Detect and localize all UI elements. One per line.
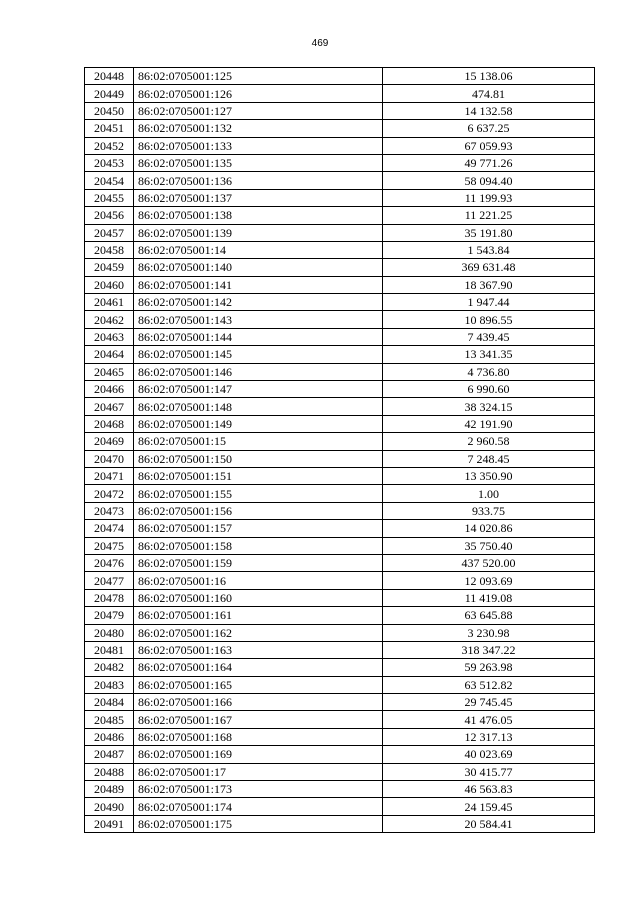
- cadastral-number-cell: 86:02:0705001:156: [134, 502, 383, 519]
- row-number-cell: 20448: [85, 68, 134, 85]
- row-number-cell: 20484: [85, 694, 134, 711]
- cadastral-value-cell: 15 138.06: [383, 68, 595, 85]
- row-number-cell: 20458: [85, 241, 134, 258]
- cadastral-value-cell: 13 350.90: [383, 467, 595, 484]
- row-number-cell: 20464: [85, 346, 134, 363]
- cadastral-value-cell: 35 750.40: [383, 537, 595, 554]
- row-number-cell: 20457: [85, 224, 134, 241]
- cadastral-number-cell: 86:02:0705001:160: [134, 589, 383, 606]
- table-row: [85, 554, 595, 571]
- table-row: [85, 363, 595, 380]
- cadastral-value-cell: 29 745.45: [383, 694, 595, 711]
- cadastral-value-cell: 6 990.60: [383, 381, 595, 398]
- cadastral-number-cell: 86:02:0705001:175: [134, 815, 383, 832]
- cadastral-value-cell: 35 191.80: [383, 224, 595, 241]
- cadastral-number-cell: 86:02:0705001:139: [134, 224, 383, 241]
- cadastral-value-cell: 11 419.08: [383, 589, 595, 606]
- row-number-cell: 20451: [85, 120, 134, 137]
- table-row: [85, 276, 595, 293]
- cadastral-number-cell: 86:02:0705001:15: [134, 433, 383, 450]
- row-number-cell: 20488: [85, 763, 134, 780]
- table-row: [85, 485, 595, 502]
- table-row: [85, 798, 595, 815]
- cadastral-number-cell: 86:02:0705001:159: [134, 554, 383, 571]
- cadastral-value-table: [84, 67, 595, 833]
- cadastral-value-cell: 20 584.41: [383, 815, 595, 832]
- table-row: [85, 415, 595, 432]
- table-row: [85, 607, 595, 624]
- table-row: [85, 137, 595, 154]
- table-row: [85, 207, 595, 224]
- table-row: [85, 154, 595, 171]
- row-number-cell: 20463: [85, 328, 134, 345]
- cadastral-value-cell: 318 347.22: [383, 641, 595, 658]
- row-number-cell: 20477: [85, 572, 134, 589]
- table-row: [85, 189, 595, 206]
- table-row: [85, 763, 595, 780]
- page-number: 469: [311, 38, 329, 49]
- table-row: [85, 294, 595, 311]
- cadastral-value-cell: 1.00: [383, 485, 595, 502]
- row-number-cell: 20462: [85, 311, 134, 328]
- cadastral-value-cell: 14 020.86: [383, 520, 595, 537]
- cadastral-number-cell: 86:02:0705001:17: [134, 763, 383, 780]
- cadastral-value-cell: 12 317.13: [383, 728, 595, 745]
- table-row: [85, 659, 595, 676]
- cadastral-number-cell: 86:02:0705001:141: [134, 276, 383, 293]
- row-number-cell: 20456: [85, 207, 134, 224]
- cadastral-number-cell: 86:02:0705001:174: [134, 798, 383, 815]
- table-row: [85, 694, 595, 711]
- table-row: [85, 120, 595, 137]
- table-row: [85, 624, 595, 641]
- table-row: [85, 346, 595, 363]
- cadastral-value-cell: 59 263.98: [383, 659, 595, 676]
- cadastral-number-cell: 86:02:0705001:146: [134, 363, 383, 380]
- cadastral-number-cell: 86:02:0705001:140: [134, 259, 383, 276]
- cadastral-number-cell: 86:02:0705001:127: [134, 102, 383, 119]
- table-row: [85, 572, 595, 589]
- cadastral-value-cell: 14 132.58: [383, 102, 595, 119]
- table-row: [85, 537, 595, 554]
- cadastral-value-cell: 41 476.05: [383, 711, 595, 728]
- row-number-cell: 20476: [85, 554, 134, 571]
- cadastral-number-cell: 86:02:0705001:143: [134, 311, 383, 328]
- table-row: [85, 676, 595, 693]
- row-number-cell: 20478: [85, 589, 134, 606]
- table-row: [85, 328, 595, 345]
- row-number-cell: 20454: [85, 172, 134, 189]
- cadastral-number-cell: 86:02:0705001:135: [134, 154, 383, 171]
- cadastral-number-cell: 86:02:0705001:165: [134, 676, 383, 693]
- cadastral-number-cell: 86:02:0705001:16: [134, 572, 383, 589]
- cadastral-value-cell: 11 199.93: [383, 189, 595, 206]
- cadastral-value-cell: 63 512.82: [383, 676, 595, 693]
- row-number-cell: 20461: [85, 294, 134, 311]
- row-number-cell: 20485: [85, 711, 134, 728]
- cadastral-number-cell: 86:02:0705001:164: [134, 659, 383, 676]
- cadastral-value-cell: 24 159.45: [383, 798, 595, 815]
- row-number-cell: 20459: [85, 259, 134, 276]
- cadastral-value-cell: 1 543.84: [383, 241, 595, 258]
- cadastral-number-cell: 86:02:0705001:137: [134, 189, 383, 206]
- table-row: [85, 381, 595, 398]
- table-row: [85, 68, 595, 85]
- row-number-cell: 20455: [85, 189, 134, 206]
- cadastral-number-cell: 86:02:0705001:14: [134, 241, 383, 258]
- cadastral-value-cell: 3 230.98: [383, 624, 595, 641]
- cadastral-number-cell: 86:02:0705001:162: [134, 624, 383, 641]
- cadastral-value-cell: 38 324.15: [383, 398, 595, 415]
- cadastral-value-cell: 10 896.55: [383, 311, 595, 328]
- table-row: [85, 467, 595, 484]
- cadastral-value-cell: 437 520.00: [383, 554, 595, 571]
- cadastral-value-cell: 49 771.26: [383, 154, 595, 171]
- table-row: [85, 450, 595, 467]
- cadastral-value-cell: 6 637.25: [383, 120, 595, 137]
- cadastral-number-cell: 86:02:0705001:136: [134, 172, 383, 189]
- row-number-cell: 20482: [85, 659, 134, 676]
- cadastral-number-cell: 86:02:0705001:138: [134, 207, 383, 224]
- row-number-cell: 20472: [85, 485, 134, 502]
- table-row: [85, 85, 595, 102]
- cadastral-number-cell: 86:02:0705001:161: [134, 607, 383, 624]
- cadastral-value-cell: 2 960.58: [383, 433, 595, 450]
- table-row: [85, 781, 595, 798]
- row-number-cell: 20449: [85, 85, 134, 102]
- row-number-cell: 20475: [85, 537, 134, 554]
- cadastral-number-cell: 86:02:0705001:145: [134, 346, 383, 363]
- cadastral-number-cell: 86:02:0705001:151: [134, 467, 383, 484]
- cadastral-value-cell: 67 059.93: [383, 137, 595, 154]
- cadastral-number-cell: 86:02:0705001:125: [134, 68, 383, 85]
- table-row: [85, 433, 595, 450]
- cadastral-value-cell: 11 221.25: [383, 207, 595, 224]
- cadastral-value-cell: 1 947.44: [383, 294, 595, 311]
- row-number-cell: 20465: [85, 363, 134, 380]
- row-number-cell: 20452: [85, 137, 134, 154]
- table-row: [85, 520, 595, 537]
- cadastral-value-cell: 4 736.80: [383, 363, 595, 380]
- cadastral-number-cell: 86:02:0705001:168: [134, 728, 383, 745]
- table-row: [85, 589, 595, 606]
- cadastral-value-cell: 933.75: [383, 502, 595, 519]
- cadastral-number-cell: 86:02:0705001:147: [134, 381, 383, 398]
- cadastral-value-cell: 369 631.48: [383, 259, 595, 276]
- row-number-cell: 20491: [85, 815, 134, 832]
- row-number-cell: 20460: [85, 276, 134, 293]
- cadastral-number-cell: 86:02:0705001:126: [134, 85, 383, 102]
- table-row: [85, 815, 595, 832]
- cadastral-number-cell: 86:02:0705001:148: [134, 398, 383, 415]
- table-row: [85, 224, 595, 241]
- table-row: [85, 711, 595, 728]
- table-row: [85, 172, 595, 189]
- cadastral-number-cell: 86:02:0705001:133: [134, 137, 383, 154]
- cadastral-value-cell: 474.81: [383, 85, 595, 102]
- row-number-cell: 20450: [85, 102, 134, 119]
- row-number-cell: 20486: [85, 728, 134, 745]
- cadastral-value-cell: 12 093.69: [383, 572, 595, 589]
- cadastral-number-cell: 86:02:0705001:163: [134, 641, 383, 658]
- row-number-cell: 20469: [85, 433, 134, 450]
- cadastral-value-cell: 7 439.45: [383, 328, 595, 345]
- row-number-cell: 20471: [85, 467, 134, 484]
- cadastral-number-cell: 86:02:0705001:169: [134, 746, 383, 763]
- cadastral-value-cell: 40 023.69: [383, 746, 595, 763]
- cadastral-number-cell: 86:02:0705001:157: [134, 520, 383, 537]
- cadastral-value-cell: 30 415.77: [383, 763, 595, 780]
- row-number-cell: 20483: [85, 676, 134, 693]
- cadastral-value-cell: 42 191.90: [383, 415, 595, 432]
- cadastral-number-cell: 86:02:0705001:132: [134, 120, 383, 137]
- row-number-cell: 20474: [85, 520, 134, 537]
- row-number-cell: 20470: [85, 450, 134, 467]
- cadastral-number-cell: 86:02:0705001:173: [134, 781, 383, 798]
- row-number-cell: 20453: [85, 154, 134, 171]
- cadastral-number-cell: 86:02:0705001:144: [134, 328, 383, 345]
- row-number-cell: 20480: [85, 624, 134, 641]
- table-row: [85, 728, 595, 745]
- table-row: [85, 241, 595, 258]
- table-row: [85, 641, 595, 658]
- row-number-cell: 20466: [85, 381, 134, 398]
- cadastral-number-cell: 86:02:0705001:150: [134, 450, 383, 467]
- table-row: [85, 502, 595, 519]
- cadastral-value-cell: 7 248.45: [383, 450, 595, 467]
- cadastral-number-cell: 86:02:0705001:167: [134, 711, 383, 728]
- cadastral-number-cell: 86:02:0705001:155: [134, 485, 383, 502]
- cadastral-value-cell: 46 563.83: [383, 781, 595, 798]
- row-number-cell: 20467: [85, 398, 134, 415]
- cadastral-number-cell: 86:02:0705001:149: [134, 415, 383, 432]
- row-number-cell: 20490: [85, 798, 134, 815]
- table-row: [85, 746, 595, 763]
- cadastral-value-cell: 58 094.40: [383, 172, 595, 189]
- table-row: [85, 259, 595, 276]
- row-number-cell: 20468: [85, 415, 134, 432]
- table-row: [85, 398, 595, 415]
- table-row: [85, 102, 595, 119]
- cadastral-number-cell: 86:02:0705001:158: [134, 537, 383, 554]
- table-body: [85, 68, 595, 833]
- row-number-cell: 20479: [85, 607, 134, 624]
- row-number-cell: 20489: [85, 781, 134, 798]
- row-number-cell: 20481: [85, 641, 134, 658]
- cadastral-number-cell: 86:02:0705001:166: [134, 694, 383, 711]
- cadastral-value-cell: 13 341.35: [383, 346, 595, 363]
- row-number-cell: 20487: [85, 746, 134, 763]
- cadastral-value-cell: 63 645.88: [383, 607, 595, 624]
- cadastral-value-cell: 18 367.90: [383, 276, 595, 293]
- cadastral-number-cell: 86:02:0705001:142: [134, 294, 383, 311]
- row-number-cell: 20473: [85, 502, 134, 519]
- table-row: [85, 311, 595, 328]
